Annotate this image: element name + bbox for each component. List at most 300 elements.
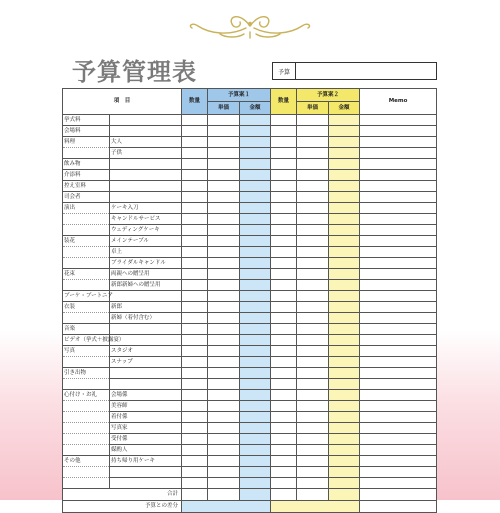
row-unit-price-1[interactable] xyxy=(208,478,240,489)
row-amount-1[interactable] xyxy=(240,478,271,489)
row-unit-price-2[interactable] xyxy=(297,115,329,126)
row-unit-price-1[interactable] xyxy=(208,137,240,148)
row-unit-price-2[interactable] xyxy=(297,478,329,489)
row-amount-2[interactable] xyxy=(329,379,360,390)
row-quantity-2[interactable] xyxy=(271,192,297,203)
row-quantity-1[interactable] xyxy=(182,434,208,445)
row-quantity-2[interactable] xyxy=(271,456,297,467)
row-category xyxy=(63,412,110,423)
row-category xyxy=(63,214,110,225)
row-unit-price-2[interactable] xyxy=(297,159,329,170)
header-plan-1: 予算案１ xyxy=(208,89,271,102)
header-item: 項 目 xyxy=(63,89,182,115)
row-unit-price-1[interactable] xyxy=(208,390,240,401)
row-quantity-1[interactable] xyxy=(182,379,208,390)
row-unit-price-1[interactable] xyxy=(208,269,240,280)
row-unit-price-1[interactable] xyxy=(208,357,240,368)
row-amount-2[interactable] xyxy=(329,390,360,401)
row-unit-price-2[interactable] xyxy=(297,467,329,478)
row-amount-2[interactable] xyxy=(329,203,360,214)
row-memo[interactable] xyxy=(360,346,437,357)
row-amount-1[interactable] xyxy=(240,368,271,379)
row-amount-1[interactable] xyxy=(240,423,271,434)
table-row xyxy=(63,159,437,170)
row-memo[interactable] xyxy=(360,291,437,302)
header-amount-1: 金額 xyxy=(240,102,271,115)
row-subitem: 写真家 xyxy=(110,423,182,434)
row-amount-2[interactable] xyxy=(329,324,360,335)
table-row xyxy=(63,203,437,214)
row-unit-price-1[interactable] xyxy=(208,247,240,258)
row-amount-2[interactable] xyxy=(329,137,360,148)
row-quantity-1[interactable] xyxy=(182,467,208,478)
row-quantity-1[interactable] xyxy=(182,247,208,258)
row-unit-price-1[interactable] xyxy=(208,412,240,423)
row-unit-price-1[interactable] xyxy=(208,225,240,236)
total-quantity-2[interactable] xyxy=(271,489,297,501)
row-amount-2[interactable] xyxy=(329,401,360,412)
row-subitem xyxy=(110,181,182,192)
row-amount-1[interactable] xyxy=(240,137,271,148)
row-quantity-1[interactable] xyxy=(182,214,208,225)
row-amount-1[interactable] xyxy=(240,324,271,335)
total-amount-2[interactable] xyxy=(329,489,360,501)
row-quantity-1[interactable] xyxy=(182,456,208,467)
row-unit-price-1[interactable] xyxy=(208,280,240,291)
total-memo[interactable] xyxy=(360,489,437,501)
row-quantity-2[interactable] xyxy=(271,423,297,434)
row-unit-price-2[interactable] xyxy=(297,236,329,247)
row-unit-price-1[interactable] xyxy=(208,456,240,467)
row-unit-price-1[interactable] xyxy=(208,214,240,225)
row-memo[interactable] xyxy=(360,379,437,390)
row-amount-2[interactable] xyxy=(329,478,360,489)
row-unit-price-1[interactable] xyxy=(208,159,240,170)
row-unit-price-2[interactable] xyxy=(297,445,329,456)
row-quantity-1[interactable] xyxy=(182,302,208,313)
table-row xyxy=(63,170,437,181)
row-unit-price-2[interactable] xyxy=(297,423,329,434)
row-quantity-2[interactable] xyxy=(271,203,297,214)
row-subitem xyxy=(110,467,182,478)
row-quantity-2[interactable] xyxy=(271,247,297,258)
row-memo[interactable] xyxy=(360,390,437,401)
row-amount-1[interactable] xyxy=(240,170,271,181)
row-unit-price-1[interactable] xyxy=(208,258,240,269)
table-row xyxy=(63,148,437,159)
row-amount-1[interactable] xyxy=(240,302,271,313)
row-subitem: 美容師 xyxy=(110,401,182,412)
row-memo[interactable] xyxy=(360,225,437,236)
row-unit-price-2[interactable] xyxy=(297,401,329,412)
row-unit-price-1[interactable] xyxy=(208,170,240,181)
row-quantity-2[interactable] xyxy=(271,412,297,423)
row-quantity-1[interactable] xyxy=(182,181,208,192)
row-quantity-1[interactable] xyxy=(182,291,208,302)
row-subitem xyxy=(110,368,182,379)
row-amount-2[interactable] xyxy=(329,280,360,291)
row-quantity-2[interactable] xyxy=(271,467,297,478)
row-unit-price-2[interactable] xyxy=(297,412,329,423)
row-quantity-1[interactable] xyxy=(182,170,208,181)
row-memo[interactable] xyxy=(360,258,437,269)
row-amount-2[interactable] xyxy=(329,214,360,225)
row-category: その他 xyxy=(63,456,110,467)
row-amount-2[interactable] xyxy=(329,126,360,137)
row-memo[interactable] xyxy=(360,192,437,203)
row-quantity-2[interactable] xyxy=(271,434,297,445)
row-amount-1[interactable] xyxy=(240,148,271,159)
row-quantity-2[interactable] xyxy=(271,181,297,192)
row-amount-2[interactable] xyxy=(329,225,360,236)
row-subitem: 持ち帰り用ケーキ xyxy=(110,456,182,467)
row-amount-1[interactable] xyxy=(240,401,271,412)
row-amount-2[interactable] xyxy=(329,357,360,368)
row-quantity-2[interactable] xyxy=(271,148,297,159)
row-quantity-2[interactable] xyxy=(271,170,297,181)
row-amount-1[interactable] xyxy=(240,192,271,203)
row-unit-price-2[interactable] xyxy=(297,313,329,324)
row-unit-price-1[interactable] xyxy=(208,467,240,478)
row-amount-2[interactable] xyxy=(329,445,360,456)
row-quantity-2[interactable] xyxy=(271,346,297,357)
row-unit-price-2[interactable] xyxy=(297,214,329,225)
diff-plan-2[interactable] xyxy=(271,501,360,513)
row-unit-price-1[interactable] xyxy=(208,302,240,313)
row-unit-price-2[interactable] xyxy=(297,302,329,313)
row-category: 料理 xyxy=(63,137,110,148)
row-category: 挙式料 xyxy=(63,115,110,126)
row-category xyxy=(63,148,110,159)
row-memo[interactable] xyxy=(360,236,437,247)
row-memo[interactable] xyxy=(360,313,437,324)
row-unit-price-1[interactable] xyxy=(208,401,240,412)
row-amount-1[interactable] xyxy=(240,335,271,346)
row-amount-2[interactable] xyxy=(329,159,360,170)
row-quantity-2[interactable] xyxy=(271,379,297,390)
row-unit-price-2[interactable] xyxy=(297,434,329,445)
row-amount-2[interactable] xyxy=(329,236,360,247)
row-quantity-1[interactable] xyxy=(182,346,208,357)
table-row xyxy=(63,236,437,247)
row-quantity-1[interactable] xyxy=(182,280,208,291)
row-quantity-1[interactable] xyxy=(182,368,208,379)
row-amount-2[interactable] xyxy=(329,313,360,324)
row-quantity-2[interactable] xyxy=(271,368,297,379)
row-amount-2[interactable] xyxy=(329,368,360,379)
row-amount-1[interactable] xyxy=(240,291,271,302)
row-unit-price-2[interactable] xyxy=(297,170,329,181)
row-memo[interactable] xyxy=(360,357,437,368)
row-amount-2[interactable] xyxy=(329,456,360,467)
row-category: ブーケ・ブートニア xyxy=(63,291,110,302)
row-amount-1[interactable] xyxy=(240,379,271,390)
row-quantity-2[interactable] xyxy=(271,401,297,412)
total-unit-2[interactable] xyxy=(297,489,329,501)
row-unit-price-2[interactable] xyxy=(297,324,329,335)
header-unit-price-2: 単価 xyxy=(297,102,329,115)
row-unit-price-1[interactable] xyxy=(208,434,240,445)
row-quantity-1[interactable] xyxy=(182,148,208,159)
table-row xyxy=(63,291,437,302)
row-amount-2[interactable] xyxy=(329,269,360,280)
row-subitem: 卓上 xyxy=(110,247,182,258)
row-unit-price-1[interactable] xyxy=(208,181,240,192)
row-quantity-2[interactable] xyxy=(271,280,297,291)
row-amount-1[interactable] xyxy=(240,467,271,478)
row-amount-2[interactable] xyxy=(329,181,360,192)
row-quantity-2[interactable] xyxy=(271,115,297,126)
row-memo[interactable] xyxy=(360,467,437,478)
row-subitem xyxy=(110,379,182,390)
row-amount-1[interactable] xyxy=(240,313,271,324)
row-quantity-2[interactable] xyxy=(271,214,297,225)
row-unit-price-2[interactable] xyxy=(297,346,329,357)
row-category xyxy=(63,434,110,445)
row-amount-2[interactable] xyxy=(329,412,360,423)
page-title: 予算管理表 xyxy=(72,58,197,86)
row-amount-1[interactable] xyxy=(240,236,271,247)
row-unit-price-2[interactable] xyxy=(297,247,329,258)
row-unit-price-2[interactable] xyxy=(297,137,329,148)
budget-value[interactable] xyxy=(296,63,436,79)
row-quantity-1[interactable] xyxy=(182,137,208,148)
row-memo[interactable] xyxy=(360,368,437,379)
row-subitem: 大人 xyxy=(110,137,182,148)
row-memo[interactable] xyxy=(360,434,437,445)
row-quantity-1[interactable] xyxy=(182,357,208,368)
row-amount-1[interactable] xyxy=(240,456,271,467)
row-subitem: ケーキ入刀 xyxy=(110,203,182,214)
row-unit-price-2[interactable] xyxy=(297,456,329,467)
total-quantity-1[interactable] xyxy=(182,489,208,501)
row-quantity-2[interactable] xyxy=(271,159,297,170)
row-subitem: 会場係 xyxy=(110,390,182,401)
row-memo[interactable] xyxy=(360,335,437,346)
row-amount-1[interactable] xyxy=(240,269,271,280)
row-quantity-2[interactable] xyxy=(271,291,297,302)
row-amount-1[interactable] xyxy=(240,434,271,445)
row-amount-1[interactable] xyxy=(240,115,271,126)
row-memo[interactable] xyxy=(360,269,437,280)
row-unit-price-2[interactable] xyxy=(297,192,329,203)
row-amount-2[interactable] xyxy=(329,346,360,357)
row-unit-price-1[interactable] xyxy=(208,291,240,302)
row-memo[interactable] xyxy=(360,456,437,467)
row-amount-1[interactable] xyxy=(240,346,271,357)
row-quantity-2[interactable] xyxy=(271,225,297,236)
row-quantity-2[interactable] xyxy=(271,137,297,148)
row-quantity-1[interactable] xyxy=(182,203,208,214)
row-quantity-1[interactable] xyxy=(182,423,208,434)
row-unit-price-1[interactable] xyxy=(208,148,240,159)
row-amount-2[interactable] xyxy=(329,434,360,445)
row-unit-price-2[interactable] xyxy=(297,258,329,269)
row-quantity-1[interactable] xyxy=(182,313,208,324)
row-amount-1[interactable] xyxy=(240,214,271,225)
budget-table xyxy=(62,88,437,513)
row-amount-1[interactable] xyxy=(240,258,271,269)
row-amount-2[interactable] xyxy=(329,115,360,126)
budget-field[interactable] xyxy=(272,62,437,80)
row-amount-1[interactable] xyxy=(240,126,271,137)
row-quantity-2[interactable] xyxy=(271,324,297,335)
row-quantity-1[interactable] xyxy=(182,335,208,346)
row-memo[interactable] xyxy=(360,148,437,159)
row-amount-1[interactable] xyxy=(240,390,271,401)
row-unit-price-1[interactable] xyxy=(208,346,240,357)
row-unit-price-2[interactable] xyxy=(297,335,329,346)
row-unit-price-1[interactable] xyxy=(208,126,240,137)
row-category: ビデオ（挙式＋披露宴） xyxy=(63,335,110,346)
row-quantity-2[interactable] xyxy=(271,390,297,401)
row-quantity-2[interactable] xyxy=(271,478,297,489)
diff-memo[interactable] xyxy=(360,501,437,513)
row-unit-price-1[interactable] xyxy=(208,115,240,126)
row-quantity-1[interactable] xyxy=(182,126,208,137)
row-amount-2[interactable] xyxy=(329,302,360,313)
row-memo[interactable] xyxy=(360,478,437,489)
row-memo[interactable] xyxy=(360,137,437,148)
row-memo[interactable] xyxy=(360,181,437,192)
row-quantity-1[interactable] xyxy=(182,115,208,126)
row-unit-price-2[interactable] xyxy=(297,390,329,401)
table-row xyxy=(63,324,437,335)
row-memo[interactable] xyxy=(360,115,437,126)
row-unit-price-2[interactable] xyxy=(297,181,329,192)
row-amount-1[interactable] xyxy=(240,357,271,368)
row-unit-price-2[interactable] xyxy=(297,291,329,302)
row-amount-2[interactable] xyxy=(329,247,360,258)
row-amount-1[interactable] xyxy=(240,412,271,423)
row-unit-price-1[interactable] xyxy=(208,192,240,203)
row-category: 会場料 xyxy=(63,126,110,137)
row-amount-2[interactable] xyxy=(329,335,360,346)
row-unit-price-2[interactable] xyxy=(297,203,329,214)
ornament-flourish xyxy=(180,8,320,42)
row-quantity-1[interactable] xyxy=(182,445,208,456)
row-amount-2[interactable] xyxy=(329,170,360,181)
row-quantity-1[interactable] xyxy=(182,390,208,401)
row-unit-price-1[interactable] xyxy=(208,203,240,214)
row-memo[interactable] xyxy=(360,280,437,291)
row-memo[interactable] xyxy=(360,302,437,313)
row-amount-2[interactable] xyxy=(329,291,360,302)
row-memo[interactable] xyxy=(360,170,437,181)
header-quantity-1: 数量 xyxy=(182,89,208,115)
row-memo[interactable] xyxy=(360,423,437,434)
row-category: 司会者 xyxy=(63,192,110,203)
row-unit-price-2[interactable] xyxy=(297,225,329,236)
row-unit-price-1[interactable] xyxy=(208,379,240,390)
row-quantity-2[interactable] xyxy=(271,445,297,456)
row-memo[interactable] xyxy=(360,401,437,412)
row-quantity-2[interactable] xyxy=(271,335,297,346)
row-quantity-1[interactable] xyxy=(182,412,208,423)
row-amount-2[interactable] xyxy=(329,423,360,434)
row-memo[interactable] xyxy=(360,159,437,170)
total-unit-1[interactable] xyxy=(208,489,240,501)
row-amount-1[interactable] xyxy=(240,247,271,258)
row-unit-price-1[interactable] xyxy=(208,335,240,346)
row-category xyxy=(63,313,110,324)
row-quantity-1[interactable] xyxy=(182,192,208,203)
row-memo[interactable] xyxy=(360,247,437,258)
row-unit-price-1[interactable] xyxy=(208,445,240,456)
row-quantity-1[interactable] xyxy=(182,159,208,170)
row-amount-1[interactable] xyxy=(240,445,271,456)
header-plan-2: 予算案２ xyxy=(297,89,360,102)
row-amount-1[interactable] xyxy=(240,203,271,214)
row-memo[interactable] xyxy=(360,214,437,225)
row-quantity-1[interactable] xyxy=(182,478,208,489)
row-unit-price-1[interactable] xyxy=(208,423,240,434)
row-amount-2[interactable] xyxy=(329,192,360,203)
row-quantity-1[interactable] xyxy=(182,236,208,247)
row-unit-price-2[interactable] xyxy=(297,379,329,390)
row-memo[interactable] xyxy=(360,412,437,423)
row-unit-price-2[interactable] xyxy=(297,126,329,137)
row-unit-price-2[interactable] xyxy=(297,269,329,280)
row-subitem: 着付係 xyxy=(110,412,182,423)
row-category xyxy=(63,445,110,456)
row-quantity-2[interactable] xyxy=(271,313,297,324)
table-row xyxy=(63,302,437,313)
row-quantity-1[interactable] xyxy=(182,225,208,236)
row-quantity-2[interactable] xyxy=(271,236,297,247)
row-quantity-1[interactable] xyxy=(182,401,208,412)
row-subitem: 子供 xyxy=(110,148,182,159)
row-quantity-2[interactable] xyxy=(271,357,297,368)
row-amount-2[interactable] xyxy=(329,148,360,159)
row-unit-price-2[interactable] xyxy=(297,357,329,368)
table-row xyxy=(63,456,437,467)
row-category: 心付け・お礼 xyxy=(63,390,110,401)
row-unit-price-1[interactable] xyxy=(208,236,240,247)
table-row xyxy=(63,137,437,148)
row-quantity-2[interactable] xyxy=(271,258,297,269)
row-quantity-2[interactable] xyxy=(271,302,297,313)
row-quantity-1[interactable] xyxy=(182,324,208,335)
row-quantity-2[interactable] xyxy=(271,269,297,280)
row-memo[interactable] xyxy=(360,203,437,214)
row-amount-1[interactable] xyxy=(240,225,271,236)
row-subitem xyxy=(110,126,182,137)
table-row xyxy=(63,192,437,203)
row-memo[interactable] xyxy=(360,324,437,335)
row-quantity-1[interactable] xyxy=(182,258,208,269)
row-amount-2[interactable] xyxy=(329,258,360,269)
diff-plan-1[interactable] xyxy=(182,501,271,513)
row-unit-price-2[interactable] xyxy=(297,148,329,159)
table-row xyxy=(63,335,437,346)
row-amount-1[interactable] xyxy=(240,159,271,170)
row-quantity-2[interactable] xyxy=(271,126,297,137)
row-unit-price-2[interactable] xyxy=(297,280,329,291)
row-quantity-1[interactable] xyxy=(182,269,208,280)
row-unit-price-1[interactable] xyxy=(208,324,240,335)
row-unit-price-1[interactable] xyxy=(208,313,240,324)
row-amount-2[interactable] xyxy=(329,467,360,478)
row-memo[interactable] xyxy=(360,445,437,456)
table-row xyxy=(63,225,437,236)
row-amount-1[interactable] xyxy=(240,181,271,192)
row-amount-1[interactable] xyxy=(240,280,271,291)
row-unit-price-2[interactable] xyxy=(297,368,329,379)
row-unit-price-1[interactable] xyxy=(208,368,240,379)
total-amount-1[interactable] xyxy=(240,489,271,501)
row-memo[interactable] xyxy=(360,126,437,137)
